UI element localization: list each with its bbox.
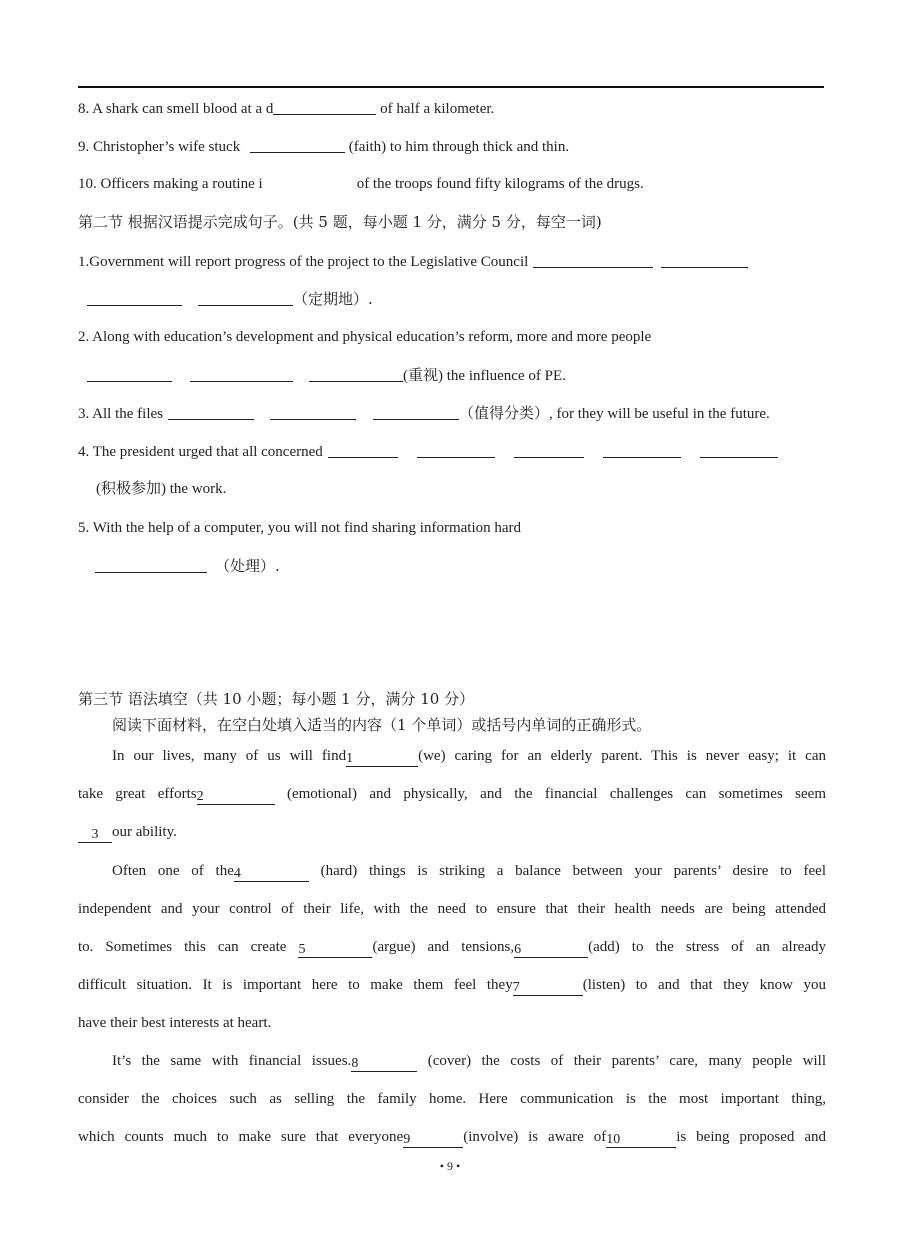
- answer-blank[interactable]: [168, 403, 254, 420]
- cloze-blank-1[interactable]: 1: [346, 750, 418, 767]
- sentence-5-line-1: 5. With the help of a computer, you will not find sharing information hard: [78, 520, 522, 536]
- sentence-1-line-1: 1.Government will report progress of the project to the Legislative Council: [78, 251, 826, 272]
- header-rule: [78, 86, 824, 88]
- answer-blank[interactable]: [603, 441, 681, 458]
- sentence-4-line-2: (积极参加) the work.: [96, 481, 227, 497]
- answer-blank[interactable]: [190, 365, 293, 382]
- cloze-blank-2[interactable]: 2: [197, 788, 275, 805]
- passage-line: independent and your control of their life, with the need to ensure that their health needs are being attended: [78, 901, 826, 917]
- question-10: 10. Officers making a routine i of the troops found fifty kilograms of the drugs.: [78, 176, 644, 192]
- passage-line: In our lives, many of us will find1 (we) caring for an elderly parent. This is never easy; it can: [112, 748, 826, 766]
- cloze-blank-9[interactable]: 9: [403, 1131, 463, 1148]
- passage-line: difficult situation. It is important here to make them feel they7 (listen) to and that they know you: [78, 977, 826, 995]
- cloze-blank-3[interactable]: 3: [78, 826, 112, 843]
- section-3-instruction: 阅读下面材料，在空白处填入适当的内容（1 个单词）或括号内单词的正确形式。: [112, 716, 652, 734]
- sentence-2-line-2: (重视) the influence of PE.: [78, 365, 826, 386]
- answer-blank[interactable]: [417, 441, 495, 458]
- passage-line: Often one of the4 (hard) things is striking a balance between your parents’ desire to feel: [112, 863, 826, 881]
- section-3-heading: 第三节 语法填空（共 10 小题；每小题 1 分，满分 10 分）: [78, 690, 475, 708]
- answer-blank[interactable]: [309, 365, 403, 382]
- answer-blank[interactable]: [700, 441, 778, 458]
- passage-line: take great efforts2 (emotional) and physically, and the financial challenges can sometimes seem: [78, 786, 826, 804]
- passage-line: consider the choices such as selling the family home. Here communication is the most important thing,: [78, 1091, 826, 1107]
- sentence-2-line-1: 2. Along with education’s development and physical education’s reform, more and more people: [78, 329, 652, 345]
- cloze-blank-10[interactable]: 10: [606, 1131, 676, 1148]
- answer-blank[interactable]: [661, 251, 748, 268]
- answer-blank[interactable]: [270, 403, 356, 420]
- answer-blank[interactable]: [273, 98, 376, 115]
- question-8: 8. A shark can smell blood at a d of half a kilometer.: [78, 98, 826, 119]
- cloze-blank-7[interactable]: 7: [513, 979, 583, 996]
- answer-blank[interactable]: [514, 441, 584, 458]
- passage-line: to. Sometimes this can create 5 (argue) and tensions,6 (add) to the stress of an already: [78, 939, 827, 957]
- cloze-blank-8[interactable]: 8: [351, 1055, 417, 1072]
- passage-line: It’s the same with financial issues.8 (cover) the costs of their parents’ care, many people will: [112, 1053, 827, 1071]
- cloze-blank-6[interactable]: 6: [514, 941, 588, 958]
- passage-line: which counts much to make sure that everyone9 (involve) is aware of10 is being proposed and: [78, 1129, 826, 1147]
- answer-blank[interactable]: [328, 441, 398, 458]
- passage-line: 3 our ability.: [78, 822, 826, 843]
- answer-blank[interactable]: [198, 289, 293, 306]
- answer-blank[interactable]: [87, 289, 182, 306]
- cloze-blank-4[interactable]: 4: [234, 865, 309, 882]
- answer-blank[interactable]: [373, 403, 459, 420]
- answer-blank[interactable]: [533, 251, 653, 268]
- passage-line: have their best interests at heart.: [78, 1015, 272, 1031]
- sentence-5-line-2: （处理）.: [78, 556, 826, 577]
- answer-blank[interactable]: [250, 136, 345, 153]
- answer-blank[interactable]: [95, 556, 207, 573]
- sentence-1-line-2: （定期地）.: [78, 289, 826, 310]
- cloze-blank-5[interactable]: 5: [298, 941, 372, 958]
- question-9: 9. Christopher’s wife stuck (faith) to him through thick and thin.: [78, 136, 826, 157]
- answer-blank[interactable]: [87, 365, 172, 382]
- sentence-3: 3. All the files （值得分类）, for they will be useful in the future.: [78, 403, 826, 424]
- sentence-4-line-1: 4. The president urged that all concerned: [78, 441, 826, 462]
- page-number: • 9 •: [439, 1159, 461, 1173]
- section-2-heading: 第二节 根据汉语提示完成句子。(共 5 题，每小题 1 分，满分 5 分，每空一词): [78, 213, 602, 231]
